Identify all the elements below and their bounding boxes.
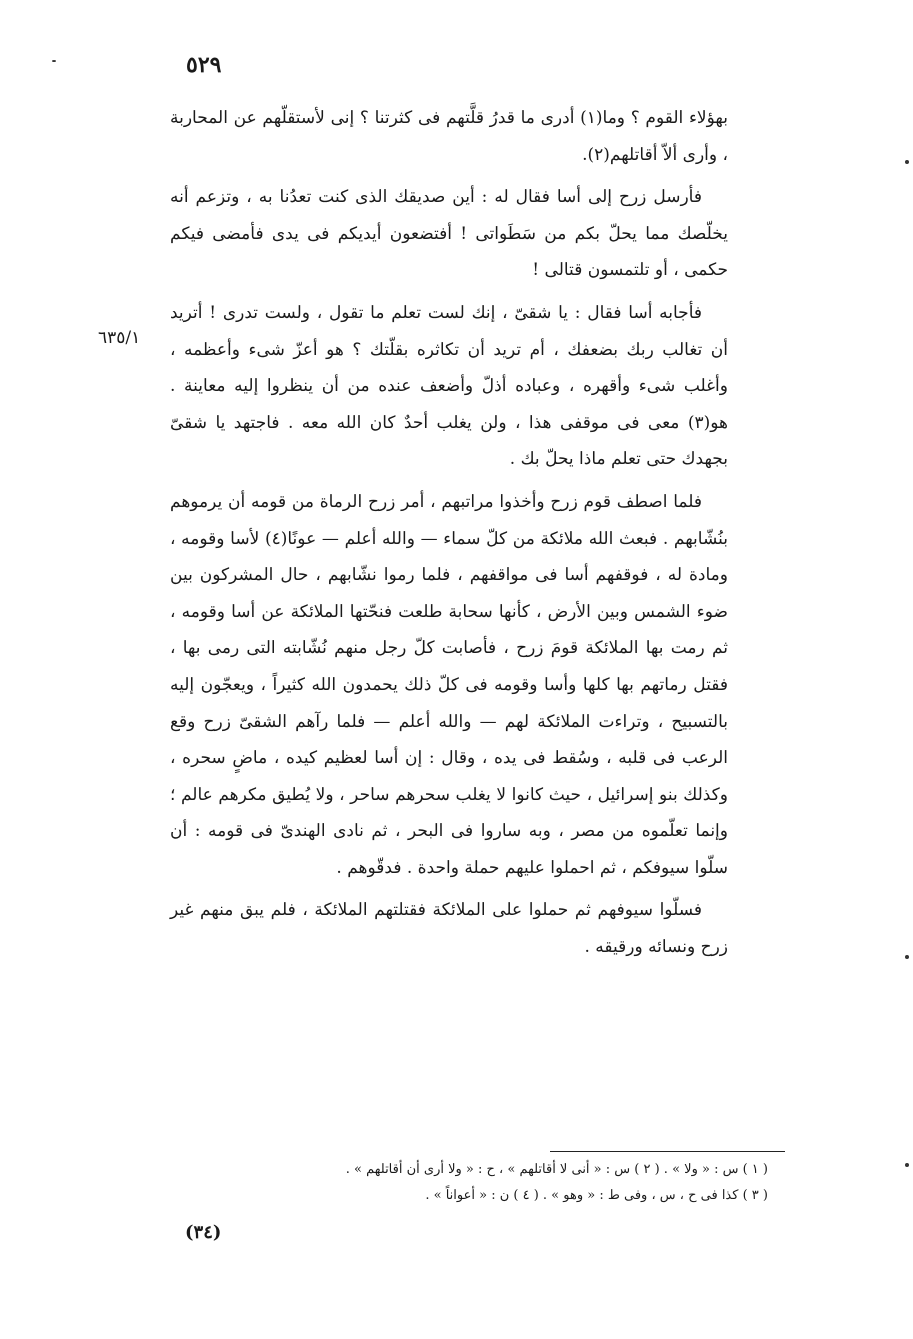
- footnotes: [170, 1157, 768, 1209]
- footnote-line-1: ( ١ ) س : « ولا » . ( ٢ ) س : « أنى لا أقاتلهم » ، ح : « ولا أرى أن أقاتلهم » .: [345, 1162, 768, 1177]
- scan-speck: [905, 160, 909, 164]
- page-number: ٥٢٩: [186, 52, 222, 78]
- scan-speck: [905, 955, 909, 959]
- scan-speck: [905, 1163, 909, 1167]
- scan-speck: [52, 60, 56, 62]
- paragraph-1: بهؤلاء القوم ؟ وما(١) أدرى ما قدرُ قلَّتهم فى كثرتنا ؟ إنى لأستقلّهم عن المحاربة ، وأرى ألاّ أقاتلهم(٢).: [170, 108, 728, 165]
- margin-reference: ٦٣٥/١: [98, 328, 141, 348]
- main-text: [170, 100, 728, 966]
- paragraph-4: فلما اصطف قوم زرح وأخذوا مراتبهم ، أمر زرح الرماة من قومه أن يرموهم بنُشّابهم . فبعث الله ملائكة من كلّ سماء — والله أعلم — عونًا(٤) لأسا وقومه ، ومادة له ، فوقفهم أسا فى مواقفهم ، فلما رموا نشّابهم ، حال المشركون بين ضوء الشمس وبين الأرض ، كأنها سحابة طلعت فنحّتها الملائكة عن أسا وقومه ، ثم رمت بها الملائكة قومَ زرح ، فأصابت كلّ رجل منهم نُشّابته التى رمى بها ، فقتل رماتهم بها كلها وأسا وقومه فى كلّ ذلك يحمدون الله كثيراً ، ويعجّون إليه بالتسبيح ، وتراءت الملائكة لهم — والله أعلم — فلما رآهم الشقىّ زرح وقع الرعب فى قلبه ، وسُقط فى يده ، وقال : إن أسا لعظيم كيده ، ماضٍ سحره ، وكذلك بنو إسرائيل ، حيث كانوا لا يغلب سحرهم ساحر ، ولا يُطيق مكرهم عالم ؛ وإنما تعلّموه من مصر ، وبه ساروا فى البحر ، ثم نادى الهندىّ فى قومه : أن سلّوا سيوفكم ، ثم احملوا عليهم حملة واحدة . فدقّوهم .: [170, 491, 728, 878]
- paragraph-2: فأرسل زرح إلى أسا فقال له : أين صديقك الذى كنت تعدُنا به ، وتزعم أنه يخلّصك مما يحلّ بكم من سَطَواتى ! أفتضعون أيديكم فى يدى فأمضى فيكم حكمى ، أو تلتمسون قتالى !: [170, 187, 728, 281]
- footnote-divider: [550, 1151, 785, 1152]
- paragraph-3: فأجابه أسا فقال : يا شقىّ ، إنك لست تعلم ما تقول ، ولست تدرى ! أتريد أن تغالب ربك بضعفك ، أم تريد أن تكاثره بقلّتك ؟ هو أعزّ شىء وأعظمه ، وأغلب شىء وأقهره ، وعباده أذلّ وأضعف عنده من أن ينظروا إليه معاينة . هو(٣) معى فى موقفى هذا ، ولن يغلب أحدٌ كان الله معه . فاجتهد يا شقىّ بجهدك حتى تعلم ماذا يحلّ بك .: [170, 302, 728, 470]
- paragraph-5: فسلّوا سيوفهم ثم حملوا على الملائكة فقتلتهم الملائكة ، فلم يبق منهم غير زرح ونسائه ورقيقه .: [170, 900, 728, 958]
- footnote-line-2: ( ٣ ) كذا فى ح ، س ، وفى ط : « وهو » . ( ٤ ) ن : « أعواناً » .: [425, 1188, 768, 1203]
- signature-mark: (٣٤): [185, 1222, 222, 1243]
